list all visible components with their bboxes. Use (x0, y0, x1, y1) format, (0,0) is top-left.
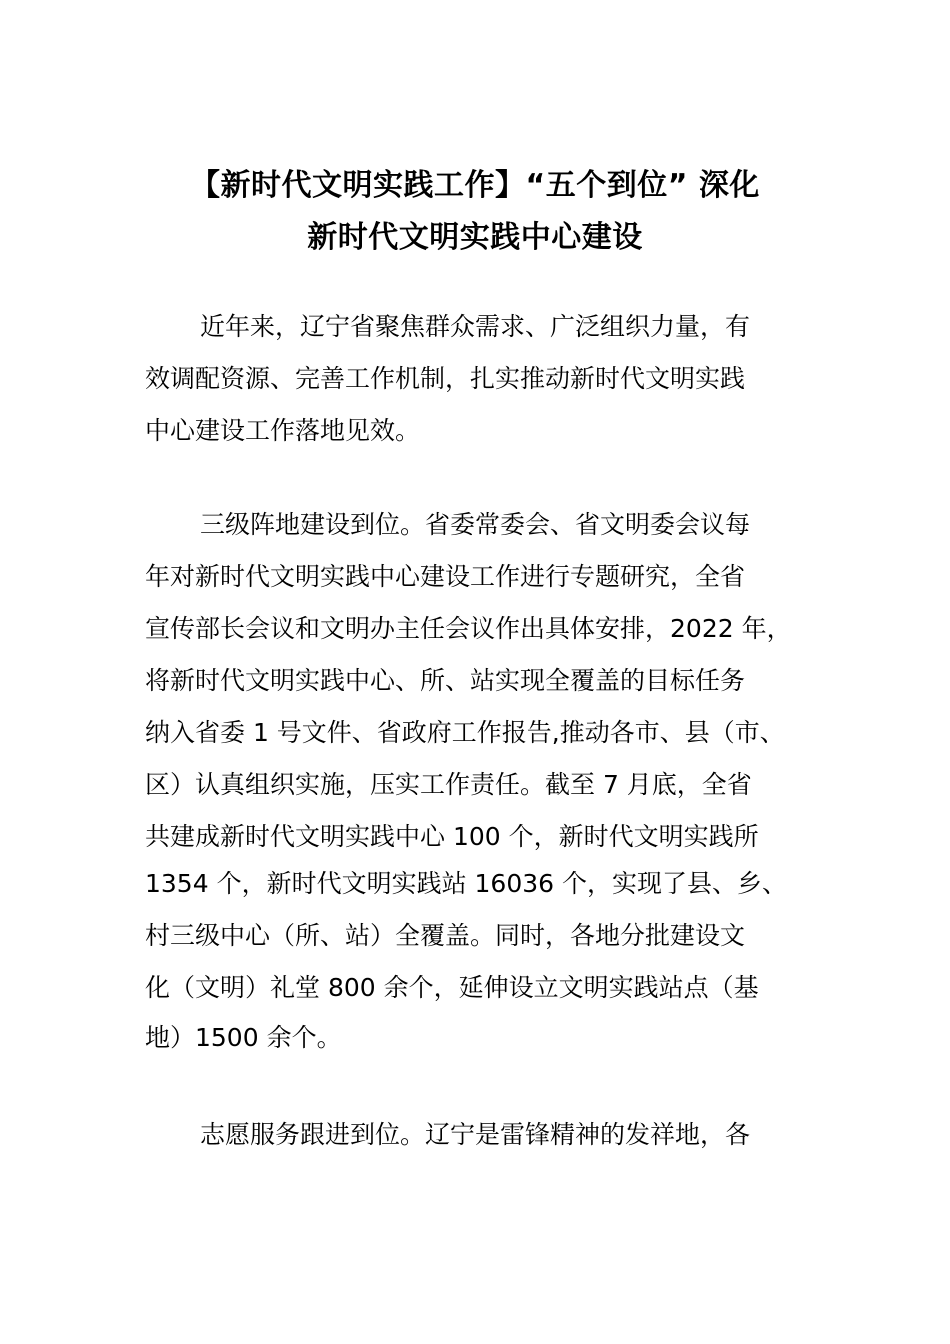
paragraph-1-line-2: 效调配资源、完善工作机制，扎实推动新时代文明实践 (145, 364, 746, 393)
paragraph-2-line-7: 共建成新时代文明实践中心 100 个，新时代文明实践所 (145, 822, 759, 851)
paragraph-2-line-10: 化（文明）礼堂 800 余个，延伸设立文明实践站点（基 (145, 973, 759, 1002)
paragraph-3-line-1: 志愿服务跟进到位。辽宁是雷锋精神的发祥地，各 (200, 1120, 751, 1149)
paragraph-2-line-2: 年对新时代文明实践中心建设工作进行专题研究，全省 (145, 562, 746, 591)
paragraph-2-line-5: 纳入省委 1 号文件、省政府工作报告,推动各市、县（市、 (145, 718, 785, 747)
paragraph-1-line-1: 近年来，辽宁省聚焦群众需求、广泛组织力量，有 (200, 312, 751, 341)
document-title-line-1: 【新时代文明实践工作】“五个到位” 深化 (190, 168, 760, 203)
paragraph-2-line-8: 1354 个，新时代文明实践站 16036 个，实现了县、乡、 (145, 869, 787, 898)
document-title-line-2: 新时代文明实践中心建设 (307, 220, 643, 255)
paragraph-2-line-9: 村三级中心（所、站）全覆盖。同时，各地分批建设文 (145, 921, 746, 950)
paragraph-2-line-3: 宣传部长会议和文明办主任会议作出具体安排，2022 年， (145, 614, 792, 643)
paragraph-2-line-6: 区）认真组织实施，压实工作责任。截至 7 月底，全省 (145, 770, 752, 799)
paragraph-2-line-1: 三级阵地建设到位。省委常委会、省文明委会议每 (200, 510, 751, 539)
paragraph-1-line-3: 中心建设工作落地见效。 (145, 416, 421, 445)
paragraph-2-line-11: 地）1500 余个。 (145, 1023, 342, 1052)
paragraph-2-line-4: 将新时代文明实践中心、所、站实现全覆盖的目标任务 (145, 666, 746, 695)
